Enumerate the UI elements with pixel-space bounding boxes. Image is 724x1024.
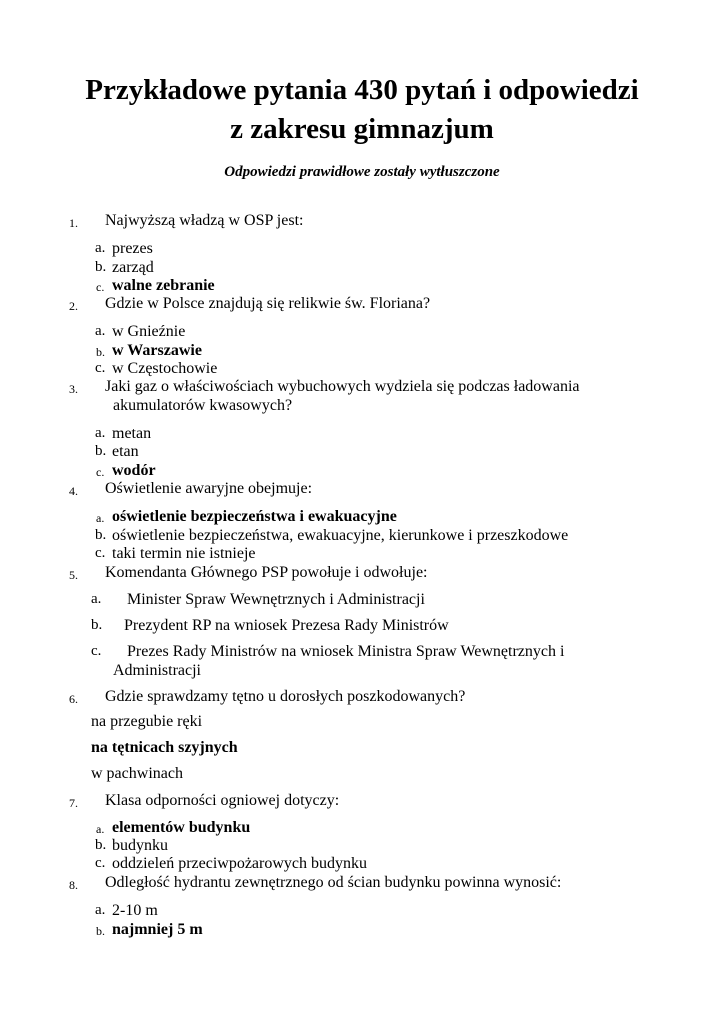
- answer-text: prezes: [112, 240, 153, 257]
- answer-text: metan: [112, 425, 152, 442]
- question-number: 5.: [69, 568, 78, 582]
- question-text: Oświetlenie awaryjne obejmuje:: [105, 480, 313, 497]
- answer-marker: b.: [96, 924, 105, 938]
- question-number: 4.: [69, 484, 78, 498]
- answer-text-continued: Administracji: [113, 662, 201, 679]
- correct-answer-text: walne zebranie: [112, 277, 215, 294]
- answer-marker: a.: [96, 511, 105, 525]
- question-text-continued: akumulatorów kwasowych?: [113, 397, 293, 414]
- answer-marker: b.: [95, 443, 107, 459]
- answer-marker: c.: [96, 280, 105, 294]
- correct-answer-text: elementów budynku: [112, 819, 251, 836]
- question-number: 3.: [69, 382, 78, 396]
- question-number: 8.: [69, 878, 78, 892]
- answer-marker: c.: [91, 643, 102, 659]
- answer-marker: a.: [91, 591, 102, 607]
- answer-marker: c.: [95, 855, 106, 871]
- correct-answer-text: w Warszawie: [112, 342, 202, 359]
- answer-marker: b.: [91, 617, 103, 633]
- question-text: Komendanta Głównego PSP powołuje i odwołuje:: [105, 564, 428, 581]
- answer-marker: a.: [95, 902, 106, 918]
- question-number: 6.: [69, 692, 78, 706]
- question-text: Najwyższą władzą w OSP jest:: [105, 212, 304, 229]
- correct-answer-text: na tętnicach szyjnych: [91, 739, 238, 756]
- answer-text: budynku: [112, 837, 168, 854]
- correct-answer-text: najmniej 5 m: [112, 921, 203, 938]
- answer-text: Minister Spraw Wewnętrznych i Administracji: [127, 591, 425, 608]
- answer-marker: b.: [95, 837, 107, 853]
- answer-text: na przegubie ręki: [91, 713, 203, 730]
- answer-marker: b.: [95, 527, 107, 543]
- answer-text: w pachwinach: [91, 765, 183, 782]
- answer-marker: a.: [95, 240, 106, 256]
- answer-marker: c.: [95, 360, 106, 376]
- question-text: Gdzie sprawdzamy tętno u dorosłych poszkodowanych?: [105, 688, 466, 705]
- question-number: 2.: [69, 299, 78, 313]
- question-number: 1.: [69, 216, 78, 230]
- answer-marker: a.: [95, 323, 106, 339]
- page-title-line1: Przykładowe pytania 430 pytań i odpowiedzi: [85, 74, 639, 106]
- subtitle: Odpowiedzi prawidłowe zostały wytłuszczone: [224, 164, 500, 180]
- correct-answer-text: wodór: [112, 462, 156, 479]
- answer-marker: a.: [95, 425, 106, 441]
- page-title-line2: z zakresu gimnazjum: [230, 113, 494, 145]
- question-text: Jaki gaz o właściwościach wybuchowych wydziela się podczas ładowania: [105, 378, 580, 395]
- correct-answer-text: oświetlenie bezpieczeństwa i ewakuacyjne: [112, 508, 397, 525]
- question-text: Klasa odporności ogniowej dotyczy:: [105, 792, 340, 809]
- answer-text: Prezydent RP na wniosek Prezesa Rady Ministrów: [124, 617, 449, 634]
- answer-text: w Gnieźnie: [112, 323, 186, 340]
- answer-marker: c.: [96, 465, 105, 479]
- answer-text: oddzieleń przeciwpożarowych budynku: [112, 855, 368, 872]
- question-text: Gdzie w Polsce znajdują się relikwie św. Floriana?: [105, 295, 431, 312]
- answer-text: 2-10 m: [112, 902, 158, 919]
- answer-text: oświetlenie bezpieczeństwa, ewakuacyjne, kierunkowe i przeszkodowe: [112, 527, 569, 544]
- answer-text: w Częstochowie: [112, 360, 218, 377]
- question-text: Odległość hydrantu zewnętrznego od ścian budynku powinna wynosić:: [105, 874, 562, 891]
- answer-text: etan: [112, 443, 139, 460]
- answer-text: Prezes Rady Ministrów na wniosek Ministra Spraw Wewnętrznych i: [127, 643, 565, 660]
- answer-marker: a.: [96, 822, 105, 836]
- answer-text: zarząd: [112, 259, 154, 276]
- answer-text: taki termin nie istnieje: [112, 545, 256, 562]
- question-number: 7.: [69, 796, 78, 810]
- answer-marker: b.: [95, 259, 107, 275]
- answer-marker: b.: [96, 345, 105, 359]
- answer-marker: c.: [95, 545, 106, 561]
